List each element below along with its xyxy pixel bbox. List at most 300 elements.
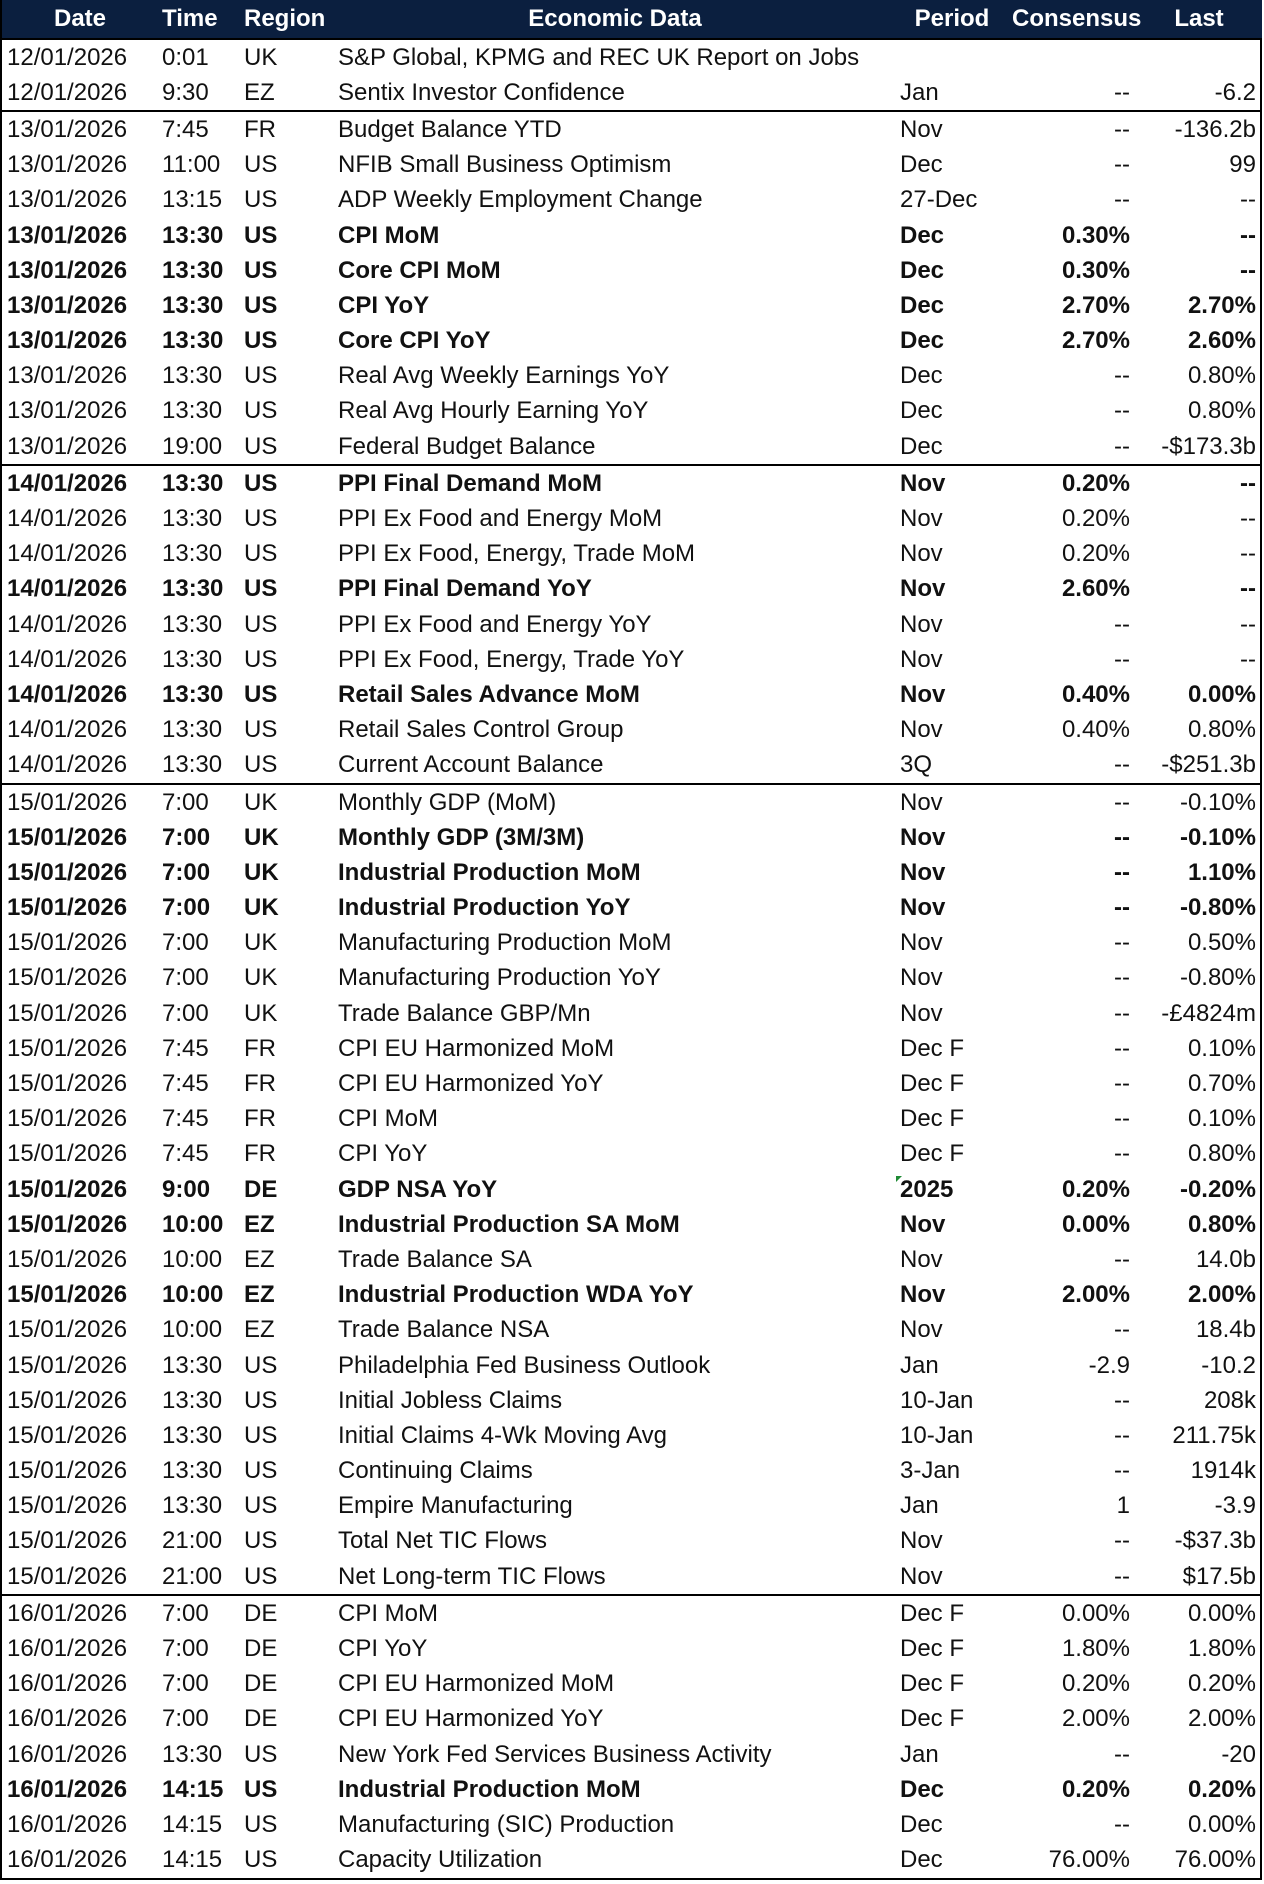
time-cell[interactable] <box>158 1702 240 1737</box>
last-cell[interactable] <box>1136 1524 1262 1559</box>
time-cell[interactable] <box>158 324 240 359</box>
consensus-cell[interactable] <box>1008 288 1136 323</box>
region-cell[interactable] <box>240 1383 334 1418</box>
date-cell[interactable] <box>2 394 158 429</box>
period-cell[interactable] <box>896 891 1008 926</box>
time-cell[interactable] <box>158 1313 240 1348</box>
last-cell[interactable] <box>1136 607 1262 642</box>
event-cell[interactable] <box>334 359 896 394</box>
last-cell[interactable] <box>1136 1631 1262 1666</box>
event-cell[interactable] <box>334 1631 896 1666</box>
time-cell[interactable] <box>158 891 240 926</box>
consensus-cell[interactable] <box>1008 1383 1136 1418</box>
time-cell[interactable] <box>158 1242 240 1277</box>
last-cell[interactable] <box>1136 218 1262 253</box>
event-cell[interactable] <box>334 1137 896 1172</box>
time-cell[interactable] <box>158 1843 240 1879</box>
period-cell[interactable] <box>896 1066 1008 1101</box>
region-cell[interactable] <box>240 713 334 748</box>
region-cell[interactable] <box>240 288 334 323</box>
region-cell[interactable] <box>240 1031 334 1066</box>
period-cell[interactable] <box>896 1737 1008 1772</box>
event-cell[interactable] <box>334 607 896 642</box>
time-cell[interactable] <box>158 820 240 855</box>
event-cell[interactable] <box>334 1772 896 1807</box>
last-cell[interactable] <box>1136 1772 1262 1807</box>
event-cell[interactable] <box>334 1242 896 1277</box>
period-cell[interactable] <box>896 1843 1008 1879</box>
time-cell[interactable] <box>158 1278 240 1313</box>
date-cell[interactable] <box>2 1102 158 1137</box>
date-cell[interactable] <box>2 324 158 359</box>
last-cell[interactable] <box>1136 394 1262 429</box>
period-cell[interactable] <box>896 677 1008 712</box>
event-cell[interactable] <box>334 1278 896 1313</box>
time-cell[interactable] <box>158 1737 240 1772</box>
period-cell[interactable] <box>896 926 1008 961</box>
last-cell[interactable] <box>1136 1595 1262 1631</box>
event-cell[interactable] <box>334 572 896 607</box>
last-cell[interactable] <box>1136 1207 1262 1242</box>
region-cell[interactable] <box>240 1102 334 1137</box>
last-cell[interactable] <box>1136 1489 1262 1524</box>
date-cell[interactable] <box>2 1383 158 1418</box>
event-cell[interactable] <box>334 1737 896 1772</box>
period-cell[interactable] <box>896 1278 1008 1313</box>
event-cell[interactable] <box>334 537 896 572</box>
last-cell[interactable] <box>1136 111 1262 147</box>
date-cell[interactable] <box>2 642 158 677</box>
date-cell[interactable] <box>2 148 158 183</box>
period-cell[interactable] <box>896 1383 1008 1418</box>
event-cell[interactable] <box>334 1383 896 1418</box>
region-cell[interactable] <box>240 1559 334 1595</box>
region-cell[interactable] <box>240 996 334 1031</box>
region-cell[interactable] <box>240 1843 334 1879</box>
time-cell[interactable] <box>158 1667 240 1702</box>
last-cell[interactable] <box>1136 1737 1262 1772</box>
time-cell[interactable] <box>158 713 240 748</box>
date-cell[interactable] <box>2 784 158 820</box>
last-cell[interactable] <box>1136 748 1262 784</box>
date-cell[interactable] <box>2 39 158 75</box>
period-cell[interactable] <box>896 572 1008 607</box>
date-cell[interactable] <box>2 1066 158 1101</box>
consensus-cell[interactable] <box>1008 1772 1136 1807</box>
event-cell[interactable] <box>334 501 896 536</box>
last-cell[interactable] <box>1136 429 1262 465</box>
date-cell[interactable] <box>2 1031 158 1066</box>
region-cell[interactable] <box>240 75 334 111</box>
header-date[interactable]: Date <box>2 0 158 39</box>
date-cell[interactable] <box>2 501 158 536</box>
consensus-cell[interactable] <box>1008 961 1136 996</box>
event-cell[interactable] <box>334 1702 896 1737</box>
region-cell[interactable] <box>240 324 334 359</box>
event-cell[interactable] <box>334 39 896 75</box>
region-cell[interactable] <box>240 607 334 642</box>
region-cell[interactable] <box>240 1737 334 1772</box>
region-cell[interactable] <box>240 394 334 429</box>
event-cell[interactable] <box>334 1031 896 1066</box>
date-cell[interactable] <box>2 288 158 323</box>
date-cell[interactable] <box>2 926 158 961</box>
header-economic-data[interactable]: Economic Data <box>334 0 896 39</box>
last-cell[interactable] <box>1136 537 1262 572</box>
date-cell[interactable] <box>2 111 158 147</box>
date-cell[interactable] <box>2 820 158 855</box>
last-cell[interactable] <box>1136 677 1262 712</box>
date-cell[interactable] <box>2 1559 158 1595</box>
date-cell[interactable] <box>2 1807 158 1842</box>
region-cell[interactable] <box>240 891 334 926</box>
time-cell[interactable] <box>158 394 240 429</box>
last-cell[interactable] <box>1136 891 1262 926</box>
last-cell[interactable] <box>1136 1242 1262 1277</box>
date-cell[interactable] <box>2 891 158 926</box>
region-cell[interactable] <box>240 1807 334 1842</box>
region-cell[interactable] <box>240 465 334 501</box>
date-cell[interactable] <box>2 359 158 394</box>
region-cell[interactable] <box>240 1631 334 1666</box>
consensus-cell[interactable] <box>1008 1631 1136 1666</box>
time-cell[interactable] <box>158 359 240 394</box>
consensus-cell[interactable] <box>1008 359 1136 394</box>
event-cell[interactable] <box>334 784 896 820</box>
time-cell[interactable] <box>158 1559 240 1595</box>
consensus-cell[interactable] <box>1008 1207 1136 1242</box>
event-cell[interactable] <box>334 1489 896 1524</box>
event-cell[interactable] <box>334 1843 896 1879</box>
event-cell[interactable] <box>334 148 896 183</box>
period-cell[interactable] <box>896 501 1008 536</box>
period-cell[interactable] <box>896 1631 1008 1666</box>
event-cell[interactable] <box>334 996 896 1031</box>
date-cell[interactable] <box>2 996 158 1031</box>
period-cell[interactable] <box>896 1489 1008 1524</box>
time-cell[interactable] <box>158 148 240 183</box>
date-cell[interactable] <box>2 1631 158 1666</box>
period-cell[interactable] <box>896 1242 1008 1277</box>
header-period[interactable]: Period <box>896 0 1008 39</box>
time-cell[interactable] <box>158 607 240 642</box>
time-cell[interactable] <box>158 926 240 961</box>
time-cell[interactable] <box>158 39 240 75</box>
region-cell[interactable] <box>240 1207 334 1242</box>
date-cell[interactable] <box>2 183 158 218</box>
region-cell[interactable] <box>240 1524 334 1559</box>
region-cell[interactable] <box>240 148 334 183</box>
time-cell[interactable] <box>158 1595 240 1631</box>
date-cell[interactable] <box>2 75 158 111</box>
last-cell[interactable] <box>1136 713 1262 748</box>
period-cell[interactable] <box>896 1772 1008 1807</box>
region-cell[interactable] <box>240 642 334 677</box>
date-cell[interactable] <box>2 1348 158 1383</box>
period-cell[interactable] <box>896 1702 1008 1737</box>
consensus-cell[interactable] <box>1008 39 1136 75</box>
period-cell[interactable] <box>896 961 1008 996</box>
region-cell[interactable] <box>240 359 334 394</box>
time-cell[interactable] <box>158 1489 240 1524</box>
last-cell[interactable] <box>1136 926 1262 961</box>
last-cell[interactable] <box>1136 1418 1262 1453</box>
period-cell[interactable] <box>896 1807 1008 1842</box>
consensus-cell[interactable] <box>1008 1031 1136 1066</box>
last-cell[interactable] <box>1136 75 1262 111</box>
consensus-cell[interactable] <box>1008 1172 1136 1207</box>
region-cell[interactable] <box>240 855 334 890</box>
consensus-cell[interactable] <box>1008 748 1136 784</box>
last-cell[interactable] <box>1136 1843 1262 1879</box>
time-cell[interactable] <box>158 465 240 501</box>
period-cell[interactable] <box>896 218 1008 253</box>
consensus-cell[interactable] <box>1008 75 1136 111</box>
period-cell[interactable] <box>896 324 1008 359</box>
date-cell[interactable] <box>2 1207 158 1242</box>
event-cell[interactable] <box>334 820 896 855</box>
period-cell[interactable] <box>896 465 1008 501</box>
last-cell[interactable] <box>1136 465 1262 501</box>
event-cell[interactable] <box>334 465 896 501</box>
period-cell[interactable] <box>896 148 1008 183</box>
time-cell[interactable] <box>158 253 240 288</box>
header-time[interactable]: Time <box>158 0 240 39</box>
consensus-cell[interactable] <box>1008 111 1136 147</box>
header-last[interactable]: Last <box>1136 0 1262 39</box>
event-cell[interactable] <box>334 713 896 748</box>
event-cell[interactable] <box>334 111 896 147</box>
time-cell[interactable] <box>158 429 240 465</box>
period-cell[interactable] <box>896 1207 1008 1242</box>
event-cell[interactable] <box>334 855 896 890</box>
date-cell[interactable] <box>2 607 158 642</box>
date-cell[interactable] <box>2 218 158 253</box>
time-cell[interactable] <box>158 1207 240 1242</box>
region-cell[interactable] <box>240 1172 334 1207</box>
date-cell[interactable] <box>2 1313 158 1348</box>
region-cell[interactable] <box>240 820 334 855</box>
consensus-cell[interactable] <box>1008 572 1136 607</box>
consensus-cell[interactable] <box>1008 891 1136 926</box>
last-cell[interactable] <box>1136 288 1262 323</box>
period-cell[interactable] <box>896 1348 1008 1383</box>
region-cell[interactable] <box>240 1137 334 1172</box>
date-cell[interactable] <box>2 572 158 607</box>
last-cell[interactable] <box>1136 1702 1262 1737</box>
time-cell[interactable] <box>158 1066 240 1101</box>
consensus-cell[interactable] <box>1008 537 1136 572</box>
period-cell[interactable] <box>896 1524 1008 1559</box>
period-cell[interactable] <box>896 784 1008 820</box>
last-cell[interactable] <box>1136 1559 1262 1595</box>
consensus-cell[interactable] <box>1008 1807 1136 1842</box>
consensus-cell[interactable] <box>1008 1066 1136 1101</box>
time-cell[interactable] <box>158 1524 240 1559</box>
event-cell[interactable] <box>334 324 896 359</box>
event-cell[interactable] <box>334 1524 896 1559</box>
time-cell[interactable] <box>158 1383 240 1418</box>
time-cell[interactable] <box>158 1418 240 1453</box>
event-cell[interactable] <box>334 1348 896 1383</box>
event-cell[interactable] <box>334 429 896 465</box>
date-cell[interactable] <box>2 1702 158 1737</box>
period-cell[interactable] <box>896 1667 1008 1702</box>
time-cell[interactable] <box>158 1772 240 1807</box>
time-cell[interactable] <box>158 961 240 996</box>
region-cell[interactable] <box>240 1348 334 1383</box>
date-cell[interactable] <box>2 1772 158 1807</box>
period-cell[interactable] <box>896 607 1008 642</box>
event-cell[interactable] <box>334 1559 896 1595</box>
consensus-cell[interactable] <box>1008 1137 1136 1172</box>
last-cell[interactable] <box>1136 253 1262 288</box>
consensus-cell[interactable] <box>1008 253 1136 288</box>
period-cell[interactable] <box>896 253 1008 288</box>
date-cell[interactable] <box>2 1242 158 1277</box>
last-cell[interactable] <box>1136 820 1262 855</box>
period-cell[interactable] <box>896 1418 1008 1453</box>
consensus-cell[interactable] <box>1008 1559 1136 1595</box>
time-cell[interactable] <box>158 642 240 677</box>
time-cell[interactable] <box>158 1631 240 1666</box>
date-cell[interactable] <box>2 961 158 996</box>
consensus-cell[interactable] <box>1008 1595 1136 1631</box>
consensus-cell[interactable] <box>1008 148 1136 183</box>
consensus-cell[interactable] <box>1008 607 1136 642</box>
region-cell[interactable] <box>240 1772 334 1807</box>
time-cell[interactable] <box>158 1454 240 1489</box>
consensus-cell[interactable] <box>1008 1702 1136 1737</box>
consensus-cell[interactable] <box>1008 1454 1136 1489</box>
period-cell[interactable] <box>896 713 1008 748</box>
last-cell[interactable] <box>1136 1102 1262 1137</box>
date-cell[interactable] <box>2 1737 158 1772</box>
period-cell[interactable] <box>896 183 1008 218</box>
period-cell[interactable] <box>896 855 1008 890</box>
region-cell[interactable] <box>240 501 334 536</box>
time-cell[interactable] <box>158 1137 240 1172</box>
last-cell[interactable] <box>1136 359 1262 394</box>
region-cell[interactable] <box>240 183 334 218</box>
period-cell[interactable] <box>896 1454 1008 1489</box>
period-cell[interactable] <box>896 537 1008 572</box>
last-cell[interactable] <box>1136 1348 1262 1383</box>
event-cell[interactable] <box>334 288 896 323</box>
event-cell[interactable] <box>334 1066 896 1101</box>
region-cell[interactable] <box>240 1242 334 1277</box>
consensus-cell[interactable] <box>1008 1242 1136 1277</box>
last-cell[interactable] <box>1136 1383 1262 1418</box>
period-cell[interactable] <box>896 394 1008 429</box>
date-cell[interactable] <box>2 1843 158 1879</box>
period-cell[interactable] <box>896 1313 1008 1348</box>
event-cell[interactable] <box>334 1667 896 1702</box>
event-cell[interactable] <box>334 961 896 996</box>
event-cell[interactable] <box>334 1172 896 1207</box>
consensus-cell[interactable] <box>1008 784 1136 820</box>
consensus-cell[interactable] <box>1008 642 1136 677</box>
region-cell[interactable] <box>240 111 334 147</box>
region-cell[interactable] <box>240 677 334 712</box>
region-cell[interactable] <box>240 1595 334 1631</box>
last-cell[interactable] <box>1136 1454 1262 1489</box>
event-cell[interactable] <box>334 891 896 926</box>
consensus-cell[interactable] <box>1008 996 1136 1031</box>
region-cell[interactable] <box>240 748 334 784</box>
header-region[interactable]: Region <box>240 0 334 39</box>
region-cell[interactable] <box>240 1667 334 1702</box>
region-cell[interactable] <box>240 1702 334 1737</box>
time-cell[interactable] <box>158 501 240 536</box>
event-cell[interactable] <box>334 677 896 712</box>
consensus-cell[interactable] <box>1008 429 1136 465</box>
period-cell[interactable] <box>896 111 1008 147</box>
period-cell[interactable] <box>896 359 1008 394</box>
event-cell[interactable] <box>334 926 896 961</box>
event-cell[interactable] <box>334 253 896 288</box>
event-cell[interactable] <box>334 75 896 111</box>
consensus-cell[interactable] <box>1008 820 1136 855</box>
event-cell[interactable] <box>334 748 896 784</box>
region-cell[interactable] <box>240 784 334 820</box>
time-cell[interactable] <box>158 75 240 111</box>
last-cell[interactable] <box>1136 1667 1262 1702</box>
consensus-cell[interactable] <box>1008 1418 1136 1453</box>
last-cell[interactable] <box>1136 1278 1262 1313</box>
consensus-cell[interactable] <box>1008 1278 1136 1313</box>
event-cell[interactable] <box>334 1595 896 1631</box>
event-cell[interactable] <box>334 183 896 218</box>
period-cell[interactable] <box>896 996 1008 1031</box>
date-cell[interactable] <box>2 465 158 501</box>
time-cell[interactable] <box>158 1102 240 1137</box>
last-cell[interactable] <box>1136 148 1262 183</box>
period-cell[interactable] <box>896 1102 1008 1137</box>
period-cell[interactable] <box>896 288 1008 323</box>
date-cell[interactable] <box>2 537 158 572</box>
last-cell[interactable] <box>1136 1313 1262 1348</box>
last-cell[interactable] <box>1136 996 1262 1031</box>
date-cell[interactable] <box>2 855 158 890</box>
time-cell[interactable] <box>158 1031 240 1066</box>
region-cell[interactable] <box>240 926 334 961</box>
consensus-cell[interactable] <box>1008 1667 1136 1702</box>
time-cell[interactable] <box>158 572 240 607</box>
region-cell[interactable] <box>240 429 334 465</box>
date-cell[interactable] <box>2 253 158 288</box>
last-cell[interactable] <box>1136 642 1262 677</box>
date-cell[interactable] <box>2 1418 158 1453</box>
last-cell[interactable] <box>1136 183 1262 218</box>
date-cell[interactable] <box>2 1278 158 1313</box>
period-cell[interactable] <box>896 39 1008 75</box>
consensus-cell[interactable] <box>1008 1489 1136 1524</box>
period-cell[interactable] <box>896 75 1008 111</box>
time-cell[interactable] <box>158 784 240 820</box>
last-cell[interactable] <box>1136 1172 1262 1207</box>
region-cell[interactable] <box>240 253 334 288</box>
time-cell[interactable] <box>158 111 240 147</box>
period-cell[interactable] <box>896 820 1008 855</box>
consensus-cell[interactable] <box>1008 1737 1136 1772</box>
consensus-cell[interactable] <box>1008 218 1136 253</box>
last-cell[interactable] <box>1136 501 1262 536</box>
last-cell[interactable] <box>1136 1031 1262 1066</box>
period-cell[interactable] <box>896 1137 1008 1172</box>
event-cell[interactable] <box>334 642 896 677</box>
region-cell[interactable] <box>240 537 334 572</box>
